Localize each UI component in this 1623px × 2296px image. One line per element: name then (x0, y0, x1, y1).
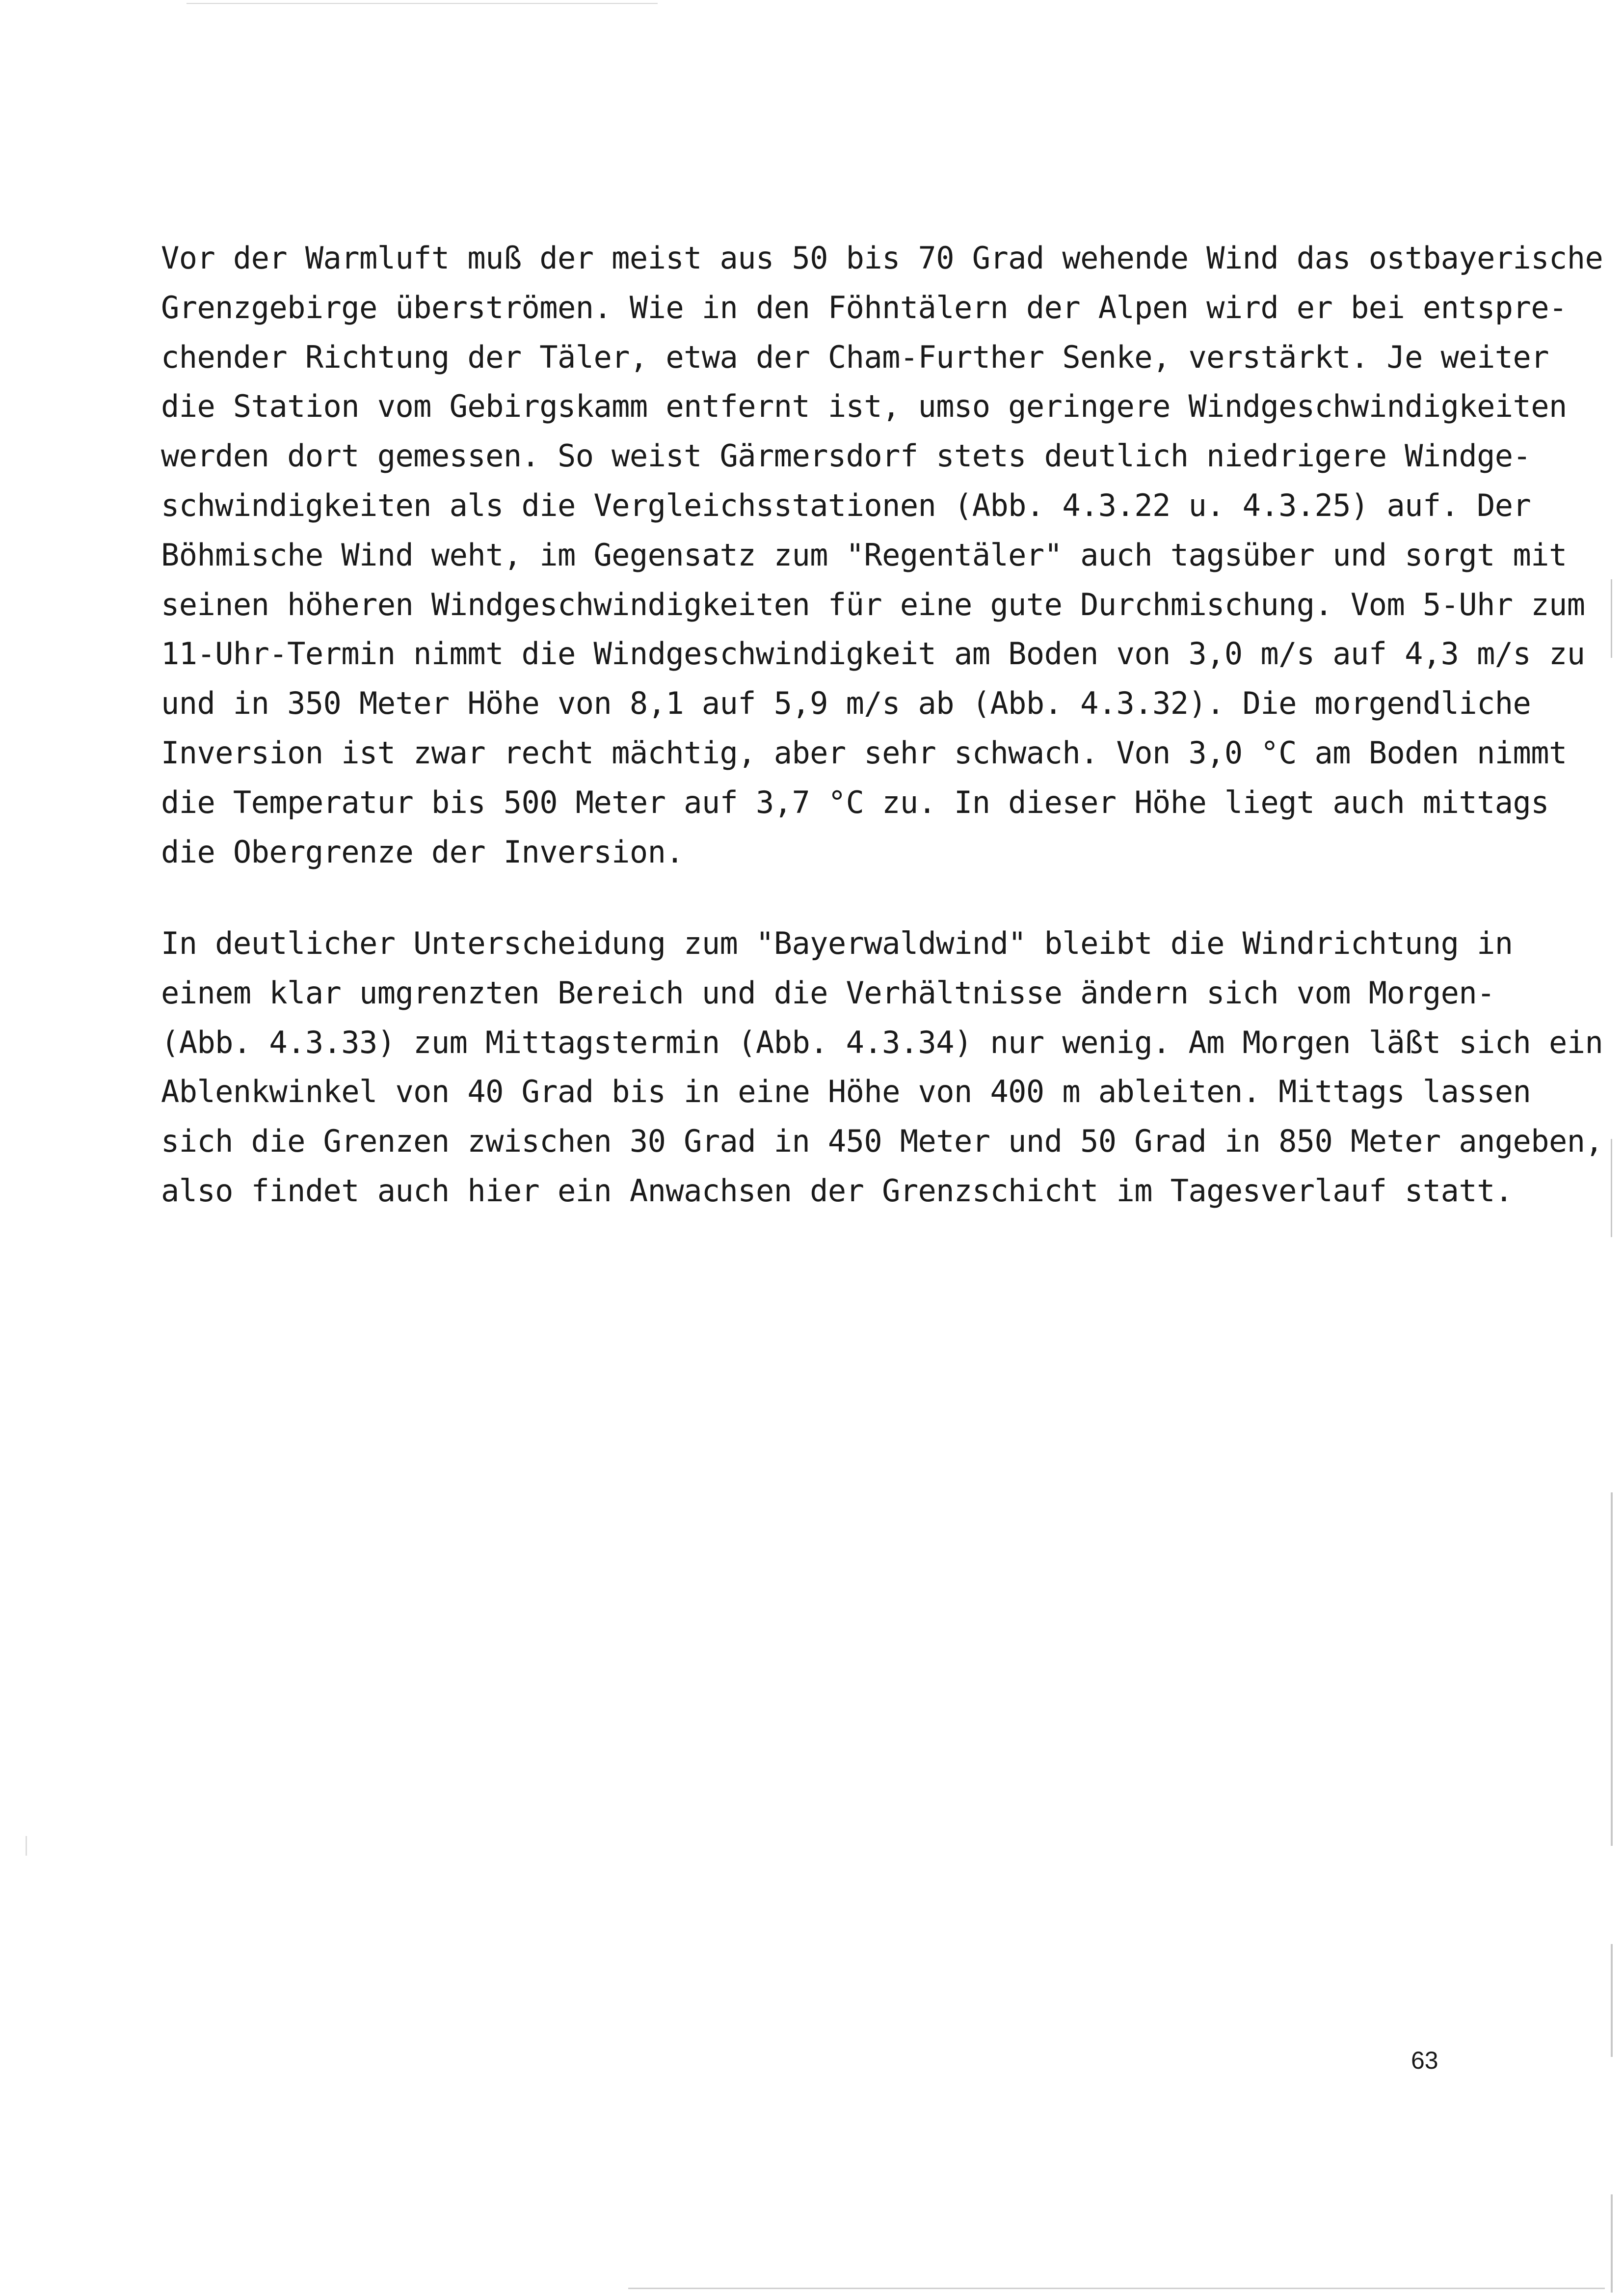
paragraph-line: sich die Grenzen zwischen 30 Grad in 450 Meter und 50 Grad in 850 Meter angeben, (161, 1123, 1603, 1160)
paragraph-line: Grenzgebirge überströmen. Wie in den Föhntälern der Alpen wird er bei entspre- (161, 289, 1567, 325)
paragraph-line: einem klar umgrenzten Bereich und die Verhältnisse ändern sich vom Morgen- (161, 974, 1495, 1011)
scan-artifact-right-edge (1611, 579, 1612, 658)
paragraph-line: Böhmische Wind weht, im Gegensatz zum "Regentäler" auch tagsüber und sorgt mit (161, 537, 1567, 573)
paragraph-line: chender Richtung der Täler, etwa der Cham-Further Senke, verstärkt. Je weiter (161, 339, 1549, 375)
paragraph-line: die Temperatur bis 500 Meter auf 3,7 °C zu. In dieser Höhe liegt auch mittags (161, 784, 1549, 820)
scan-artifact-right-edge (1611, 1571, 1613, 1846)
scan-artifact-right-edge (1611, 1492, 1613, 1581)
paragraph-line: also findet auch hier ein Anwachsen der Grenzschicht im Tagesverlauf statt. (161, 1172, 1513, 1209)
paragraph-line: die Station vom Gebirgskamm entfernt ist, umso geringere Windgeschwindigkeiten (161, 388, 1567, 425)
paragraph-line: schwindigkeiten als die Vergleichsstationen (Abb. 4.3.22 u. 4.3.25) auf. Der (161, 487, 1531, 523)
scan-artifact-right-edge (1611, 1139, 1612, 1237)
scan-artifact-right-edge (1611, 2194, 1613, 2293)
paragraph-line: In deutlicher Unterscheidung zum "Bayerwaldwind" bleibt die Windrichtung in (161, 925, 1513, 961)
paragraph-line: Inversion ist zwar recht mächtig, aber sehr schwach. Von 3,0 °C am Boden nimmt (161, 734, 1567, 771)
paragraph-line: seinen höheren Windgeschwindigkeiten für eine gute Durchmischung. Vom 5-Uhr zum (161, 586, 1585, 622)
paragraph-2 (161, 919, 1603, 1216)
paragraph-line: und in 350 Meter Höhe von 8,1 auf 5,9 m/s ab (Abb. 4.3.32). Die morgendliche (161, 685, 1531, 722)
paragraph-line: Ablenkwinkel von 40 Grad bis in eine Höhe von 400 m ableiten. Mittags lassen (161, 1074, 1531, 1110)
paragraph-1 (161, 234, 1603, 877)
paragraph-line: die Obergrenze der Inversion. (161, 834, 684, 870)
paragraph-line: (Abb. 4.3.33) zum Mittagstermin (Abb. 4.3.34) nur wenig. Am Morgen läßt sich ein (161, 1024, 1603, 1060)
paragraph-line: 11-Uhr-Termin nimmt die Windgeschwindigkeit am Boden von 3,0 m/s auf 4,3 m/s zu (161, 636, 1585, 672)
paragraph-line: Vor der Warmluft muß der meist aus 50 bis 70 Grad wehende Wind das ostbayerische (161, 240, 1603, 276)
scan-artifact-left-edge (26, 1836, 27, 1856)
scan-artifact-bottom-rule (628, 2288, 1605, 2289)
scan-artifact-top-rule (186, 3, 658, 4)
paragraph-line: werden dort gemessen. So weist Gärmersdorf stets deutlich niedrigere Windge- (161, 438, 1531, 474)
scan-artifact-right-edge (1611, 1944, 1613, 2057)
page-number: 63 (1411, 2047, 1438, 2074)
